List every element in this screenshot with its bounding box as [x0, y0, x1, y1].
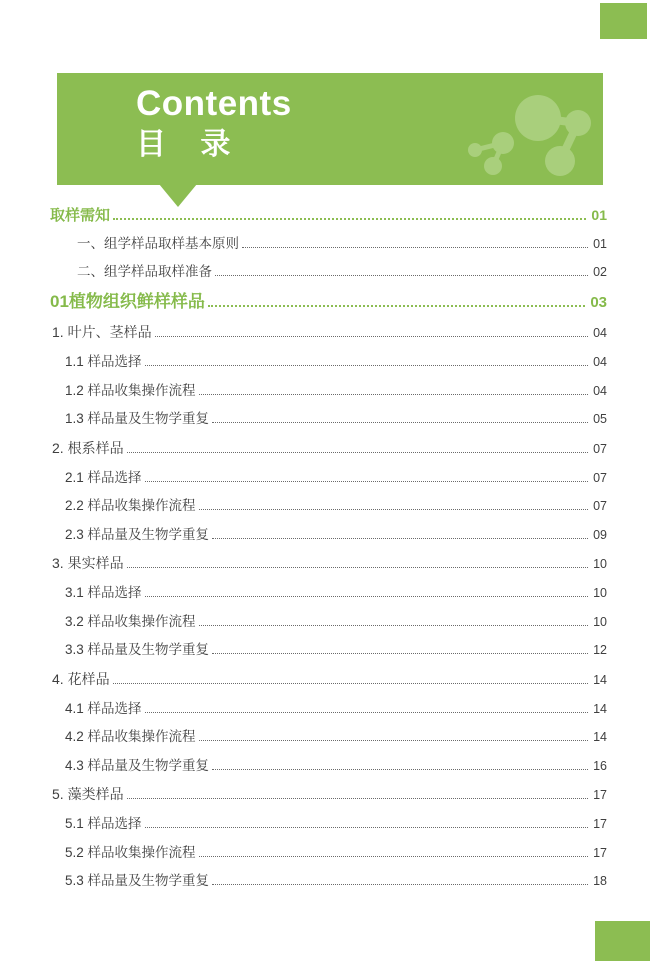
toc-entry-page: 18	[593, 874, 607, 888]
contents-title-en: Contents	[136, 84, 292, 123]
toc-entry-page: 14	[593, 730, 607, 744]
dot-leader	[199, 740, 589, 741]
toc-entry-label: 5.1 样品选择	[65, 816, 142, 831]
toc-entry-label: 1.1 样品选择	[65, 354, 142, 369]
toc-entry[interactable]	[50, 201, 607, 230]
toc-entry-page: 04	[593, 383, 607, 398]
toc-entry-label: 3. 果实样品	[52, 555, 124, 571]
dot-leader	[155, 336, 589, 337]
toc-entry-page: 03	[590, 294, 607, 311]
toc-entry-page: 16	[593, 758, 607, 773]
dot-leader	[199, 856, 589, 857]
toc-entry-page: 07	[593, 441, 607, 456]
toc-entry-label: 2.2 样品收集操作流程	[65, 498, 196, 513]
toc-entry-label: 2.3 样品量及生物学重复	[65, 526, 210, 542]
dot-leader	[127, 798, 589, 799]
toc-entry-page: 10	[593, 614, 607, 629]
contents-title-zh: 目 录	[136, 128, 244, 161]
toc-entry-page: 04	[593, 326, 607, 340]
dot-leader	[212, 653, 588, 654]
toc-entry-page: 04	[593, 355, 607, 369]
toc-entry[interactable]	[50, 405, 607, 434]
corner-accent-bottom	[595, 921, 650, 961]
toc-entry[interactable]	[50, 492, 607, 521]
dot-leader	[145, 365, 589, 366]
toc-entry-label: 3.1 样品选择	[65, 585, 142, 600]
dot-leader	[212, 538, 588, 539]
toc-entry-page: 01	[591, 207, 607, 223]
dot-leader	[199, 625, 589, 626]
toc-entry[interactable]	[50, 810, 607, 839]
toc-entry-label: 1.2 样品收集操作流程	[65, 382, 196, 398]
toc-entry[interactable]	[50, 286, 607, 318]
toc-entry-page: 17	[593, 845, 607, 860]
toc-entry-label: 二、组学样品取样准备	[77, 264, 212, 279]
toc-entry-page: 07	[593, 470, 607, 485]
toc-entry-label: 取样需知	[50, 207, 111, 224]
corner-accent-top	[600, 3, 647, 39]
toc-entry[interactable]	[50, 636, 607, 665]
toc-entry[interactable]	[50, 579, 607, 608]
toc-entry[interactable]	[50, 780, 607, 810]
toc-entry-label: 4.3 样品量及生物学重复	[65, 757, 210, 773]
toc-entry[interactable]	[50, 230, 607, 258]
dot-leader	[242, 247, 588, 248]
toc-entry-page: 14	[593, 672, 607, 687]
toc-entry[interactable]	[50, 867, 607, 896]
toc-entry-page: 14	[593, 701, 607, 716]
toc-entry[interactable]	[50, 464, 607, 493]
toc-entry-page: 12	[593, 643, 607, 657]
toc-entry[interactable]	[50, 318, 607, 348]
toc-entry-page: 05	[593, 412, 607, 426]
toc-entry[interactable]	[50, 752, 607, 781]
toc-entry-page: 17	[593, 817, 607, 831]
toc-entry-page: 02	[593, 265, 607, 279]
dot-leader	[127, 567, 589, 568]
toc-entry[interactable]	[50, 839, 607, 868]
toc-entry-label: 4.2 样品收集操作流程	[65, 729, 196, 744]
toc-entry[interactable]	[50, 608, 607, 637]
toc-entry[interactable]	[50, 521, 607, 550]
dot-leader	[145, 712, 589, 713]
dot-leader	[215, 275, 588, 276]
dot-leader	[212, 884, 588, 885]
toc-entry[interactable]	[50, 549, 607, 579]
dot-leader	[212, 769, 588, 770]
toc-entry[interactable]	[50, 377, 607, 406]
banner-title-block	[136, 84, 292, 164]
toc-entry[interactable]	[50, 723, 607, 752]
toc-entry-page: 07	[593, 499, 607, 513]
toc-entry-label: 5.3 样品量及生物学重复	[65, 873, 210, 888]
dot-leader	[145, 827, 589, 828]
toc-entry-label: 一、组学样品取样基本原则	[77, 236, 239, 251]
dot-leader	[145, 596, 589, 597]
contents-banner	[57, 73, 603, 185]
dot-leader	[199, 509, 589, 510]
dot-leader	[113, 683, 589, 684]
toc-entry[interactable]	[50, 695, 607, 724]
toc-entry-label: 1.3 样品量及生物学重复	[65, 411, 210, 426]
toc-entry-label: 4. 花样品	[52, 670, 110, 687]
toc-entry-label: 3.2 样品收集操作流程	[65, 613, 196, 629]
dot-leader	[127, 452, 589, 453]
toc-entry[interactable]	[50, 665, 607, 695]
toc-entry-label: 1. 叶片、茎样品	[52, 324, 152, 340]
toc-entry-page: 10	[593, 586, 607, 600]
toc-entry-page: 10	[593, 557, 607, 571]
dot-leader	[145, 481, 589, 482]
toc-entry-label: 2. 根系样品	[52, 439, 124, 456]
toc-entry-page: 01	[593, 237, 607, 251]
toc-entry-label: 5. 藻类样品	[52, 786, 124, 802]
toc-entry-page: 17	[593, 788, 607, 802]
dot-leader	[212, 422, 588, 423]
toc-list	[50, 201, 607, 896]
dot-leader	[113, 218, 586, 220]
dot-leader	[208, 305, 585, 307]
toc-entry[interactable]	[50, 258, 607, 286]
toc-entry-label: 01植物组织鲜样样品	[50, 292, 205, 311]
toc-entry-label: 4.1 样品选择	[65, 700, 142, 716]
toc-entry-label: 5.2 样品收集操作流程	[65, 844, 196, 860]
toc-entry-label: 2.1 样品选择	[65, 469, 142, 485]
toc-entry[interactable]	[50, 434, 607, 464]
toc-entry[interactable]	[50, 348, 607, 377]
toc-entry-page: 09	[593, 527, 607, 542]
dot-leader	[199, 394, 589, 395]
toc-entry-label: 3.3 样品量及生物学重复	[65, 642, 210, 657]
